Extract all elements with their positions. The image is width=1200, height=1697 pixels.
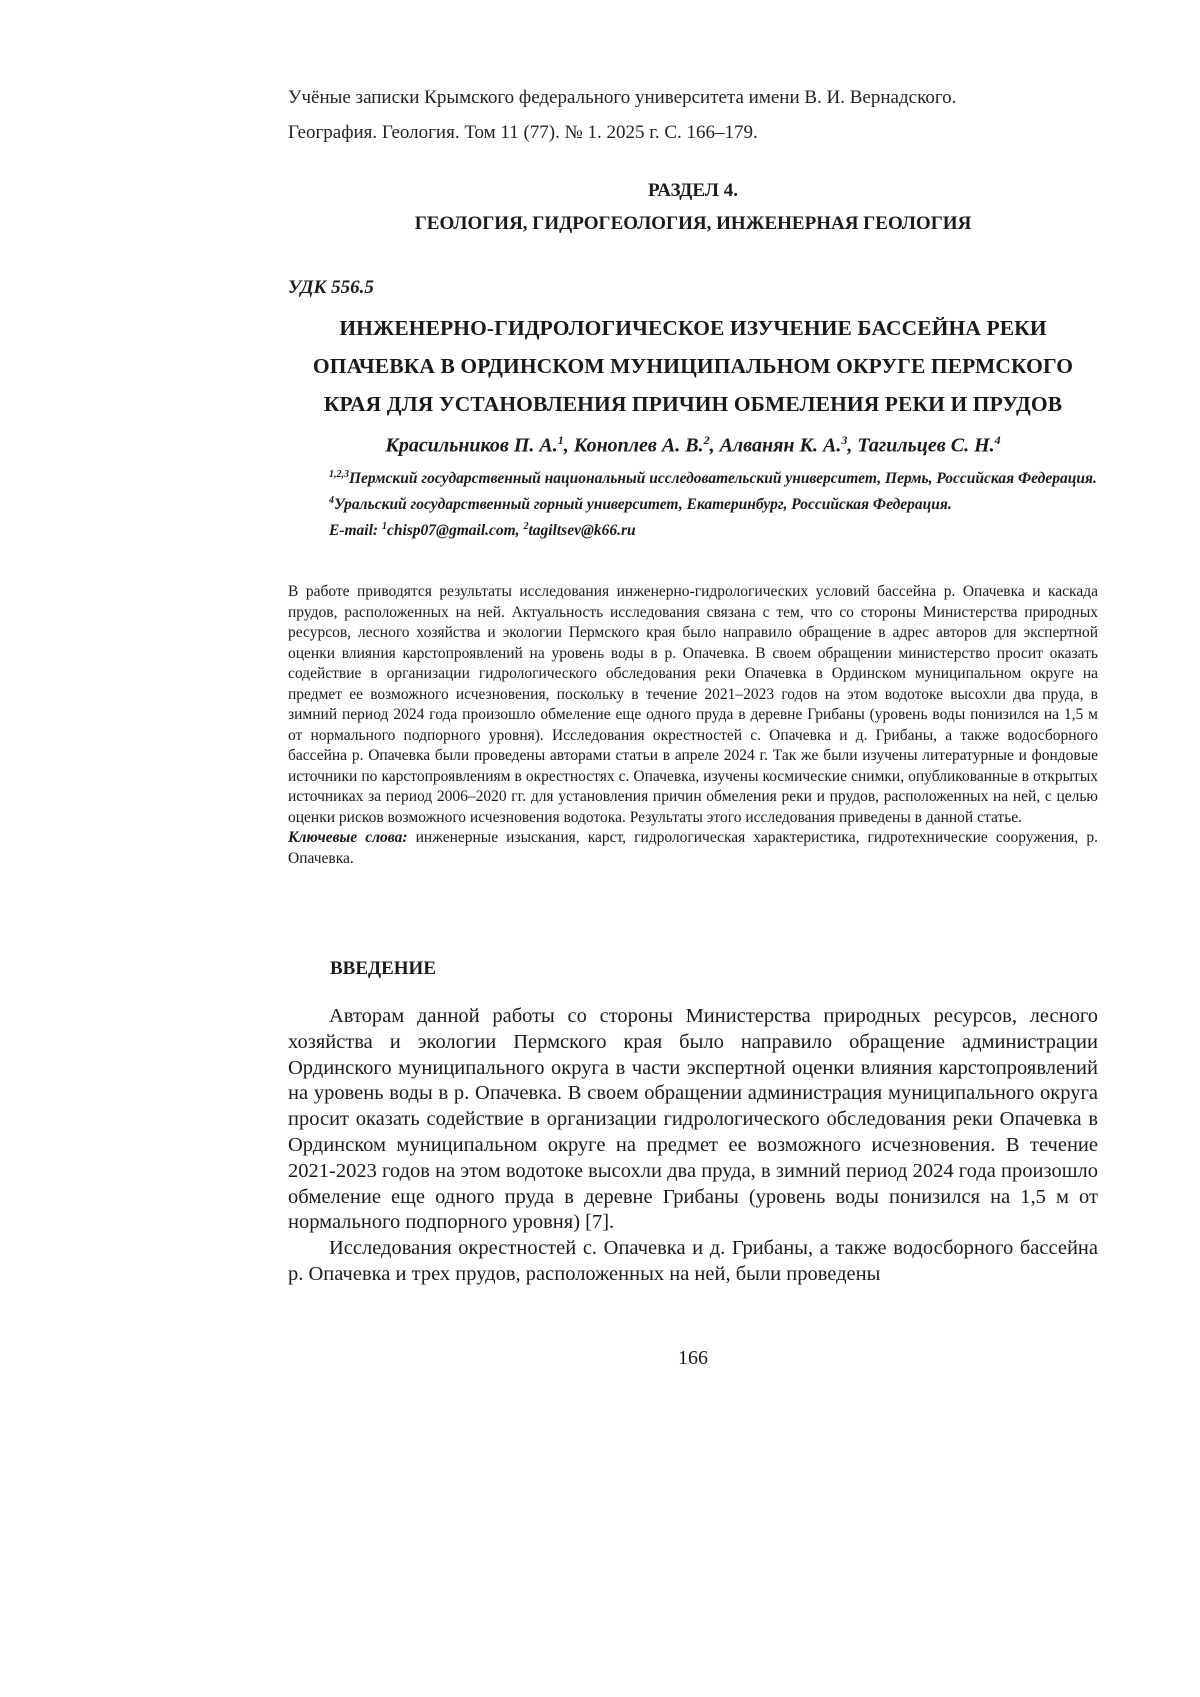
title-line-1: ИНЖЕНЕРНО-ГИДРОЛОГИЧЕСКОЕ ИЗУЧЕНИЕ БАССЕЙНА РЕКИ <box>288 309 1098 347</box>
affiliation-1 <box>288 464 1098 490</box>
section-heading <box>288 174 1098 240</box>
author-separator: , <box>847 435 857 457</box>
author-name: Алванян К. А. <box>720 435 842 457</box>
journal-line-1: Учёные записки Крымского федерального университета имени В. И. Вернадского. <box>288 80 1098 115</box>
section-name: ГЕОЛОГИЯ, ГИДРОГЕОЛОГИЯ, ИНЖЕНЕРНАЯ ГЕОЛОГИЯ <box>288 207 1098 240</box>
abstract-text: В работе приводятся результаты исследования инженерно-гидрологических условий бассейна р. Опачевка и каскада прудов, расположенных на ней. Актуальность исследования связана с тем, что со стороны Министерства природных ресурсов, лесного хозяйства и экологии Пермского края было направило обращение в адрес авторов для экспертной оценки влияния карстопроявлений на уровень воды в р. Опачевка. В своем обращении министерство просит оказать содействие в организации гидрологического обследования реки Опачевка в Ординском муниципальном округе на предмет ее возможного исчезновения, поскольку в течение 2021–2023 годов на этом водотоке высохли два пруда, в зимний период 2024 года произошло обмеление еще одного пруда в деревне Грибаны (уровень воды понизился на 1,5 м от нормального подпорного уровня). Исследования окрестностей с. Опачевка и д. Грибаны, а также водосборного бассейна р. Опачевка были проведены авторами статьи в апреле 2024 г. Так же были изучены литературные и фондовые источники по карстопроявлениям в окрестностях с. Опачевка, изучены космические снимки, опубликованные в открытых источниках за период 2006–2020 гг. для установления причин обмеления реки и прудов, расположенных на ней, с целью оценки рисков возможного исчезновения водотока. Результаты этого исследования приведены в данной статье. <box>288 582 1098 828</box>
affiliation-text: Пермский государственный национальный исследовательский университет, Пермь, Российская Федерация. <box>349 470 1097 487</box>
email-sup: 1 <box>382 521 387 532</box>
section-number: РАЗДЕЛ 4. <box>288 174 1098 207</box>
udk-code: УДК 556.5 <box>288 277 1098 299</box>
author-separator: , <box>564 435 574 457</box>
affiliation-sup: 1,2,3 <box>329 469 349 480</box>
intro-body <box>288 1004 1098 1288</box>
title-line-3: КРАЯ ДЛЯ УСТАНОВЛЕНИЯ ПРИЧИН ОБМЕЛЕНИЯ РЕКИ И ПРУДОВ <box>288 385 1098 423</box>
keywords-text: инженерные изыскания, карст, гидрологическая характеристика, гидротехнические сооружения, р. Опачевка. <box>288 829 1098 867</box>
keywords <box>288 828 1098 869</box>
email-link[interactable]: tagiltsev@k66.ru <box>528 522 635 539</box>
intro-heading: ВВЕДЕНИЕ <box>330 958 1140 980</box>
email-label: E-mail: <box>329 522 382 539</box>
paper-title <box>288 309 1098 423</box>
author-name: Коноплев А. В. <box>574 435 704 457</box>
author-separator: , <box>710 435 720 457</box>
abstract <box>288 582 1098 869</box>
author-sup: 4 <box>995 433 1001 447</box>
title-line-2: ОПАЧЕВКА В ОРДИНСКОМ МУНИЦИПАЛЬНОМ ОКРУГЕ ПЕРМСКОГО <box>288 347 1098 385</box>
email-sup: 2 <box>523 521 528 532</box>
intro-paragraph-1: Авторам данной работы со стороны Министерства природных ресурсов, лесного хозяйства и экологии Пермского края было направило обращение администрации Ординского муниципального округа в части экспертной оценки влияния карстопроявлений на уровень воды в р. Опачевка. В своем обращении администрация муниципального округа просит оказать содействие в организации гидрологического обследования реки Опачевка в Ординском муниципальном округе на предмет ее возможного исчезновения. В течение 2021-2023 годов на этом водотоке высохли два пруда, в зимний период 2024 года произошло обмеление еще одного пруда в деревне Грибаны (уровень воды понизился на 1,5 м от нормального подпорного уровня) [7]. <box>288 1004 1098 1236</box>
affiliations <box>288 464 1098 542</box>
page-number: 166 <box>288 1347 1098 1370</box>
author-name: Тагильцев С. Н. <box>857 435 994 457</box>
email-link[interactable]: chisp07@gmail.com, <box>387 522 523 539</box>
author-name: Красильников П. А. <box>385 435 557 457</box>
email-line <box>288 516 1098 542</box>
paper-page <box>0 0 1200 1697</box>
journal-header <box>288 80 1098 150</box>
author-sup: 3 <box>841 433 847 447</box>
author-sup: 2 <box>704 433 710 447</box>
journal-line-2: География. Геология. Том 11 (77). № 1. 2025 г. С. 166–179. <box>288 115 1098 150</box>
affiliation-2 <box>288 490 1098 516</box>
affiliation-sup: 4 <box>329 495 334 506</box>
keywords-label: Ключевые слова: <box>288 829 408 846</box>
author-list <box>288 426 1098 460</box>
author-sup: 1 <box>558 433 564 447</box>
intro-paragraph-2: Исследования окрестностей с. Опачевка и д. Грибаны, а также водосборного бассейна р. Опачевка и трех прудов, расположенных на ней, были проведены <box>288 1236 1098 1288</box>
affiliation-text: Уральский государственный горный университет, Екатеринбург, Российская Федерация. <box>334 496 952 513</box>
